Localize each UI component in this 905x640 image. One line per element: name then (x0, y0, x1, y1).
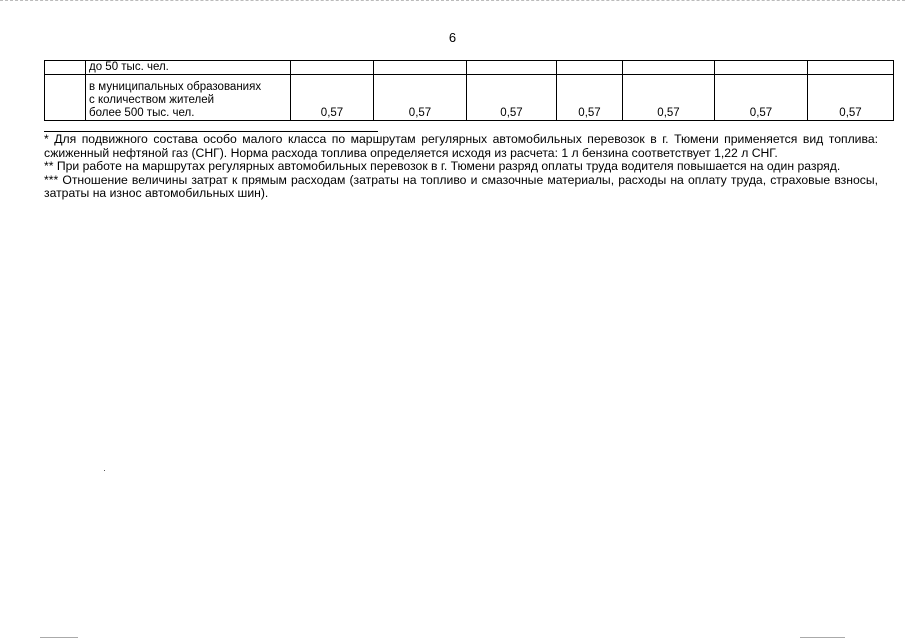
scan-bottom-edge (40, 637, 78, 638)
footnote-2: ** При работе на маршрутах регулярных автомобильных перевозок в г. Тюмени разряд оплаты труда водителя повышается на один разряд. (44, 159, 841, 174)
row-label-multiline (86, 75, 291, 121)
footnote-3: *** Отношение величины затрат к прямым расходам (затраты на топливо и смазочные материалы, расходы на оплату труда, страховые взносы, затраты на износ автомобильных шин). (44, 172, 878, 201)
table-cell-empty (45, 61, 86, 75)
table-cell-empty (715, 61, 808, 75)
table-cell-empty (291, 61, 374, 75)
value-cell: 0,57 (374, 75, 467, 121)
value-cell: 0,57 (623, 75, 715, 121)
table-cell-empty (623, 61, 715, 75)
table-cell-empty (808, 61, 894, 75)
tariff-table (44, 60, 894, 121)
value-cell: 0,57 (467, 75, 557, 121)
footnote-1: * Для подвижного состава особо малого класса по маршрутам регулярных автомобильных перевозок в г. Тюмени применяется вид топлива: сжиженный нефтяной газ (СНГ). Норма расхода топлива определяется исходя из расчета: 1 л бензина соответствует 1,22 л СНГ. (44, 132, 878, 160)
row-label-line: с количеством жителей (89, 94, 215, 106)
scan-speck (104, 470, 105, 471)
table-cell-empty (557, 61, 623, 75)
footnotes (44, 133, 878, 201)
row-label: до 50 тыс. чел. (86, 61, 291, 75)
value-cell: 0,57 (557, 75, 623, 121)
scan-top-edge (0, 0, 905, 2)
table-row-main (45, 75, 894, 121)
row-label-line: в муниципальных образованиях (89, 81, 262, 93)
page-number: 6 (448, 30, 457, 45)
value-cell: 0,57 (808, 75, 894, 121)
table-cell-empty (45, 75, 86, 121)
scan-bottom-edge (800, 637, 845, 638)
value-cell: 0,57 (291, 75, 374, 121)
table-row-partial (45, 61, 894, 75)
value-cell: 0,57 (715, 75, 808, 121)
table-cell-empty (374, 61, 467, 75)
table-cell-empty (467, 61, 557, 75)
row-label-line: более 500 тыс. чел. (89, 107, 195, 119)
